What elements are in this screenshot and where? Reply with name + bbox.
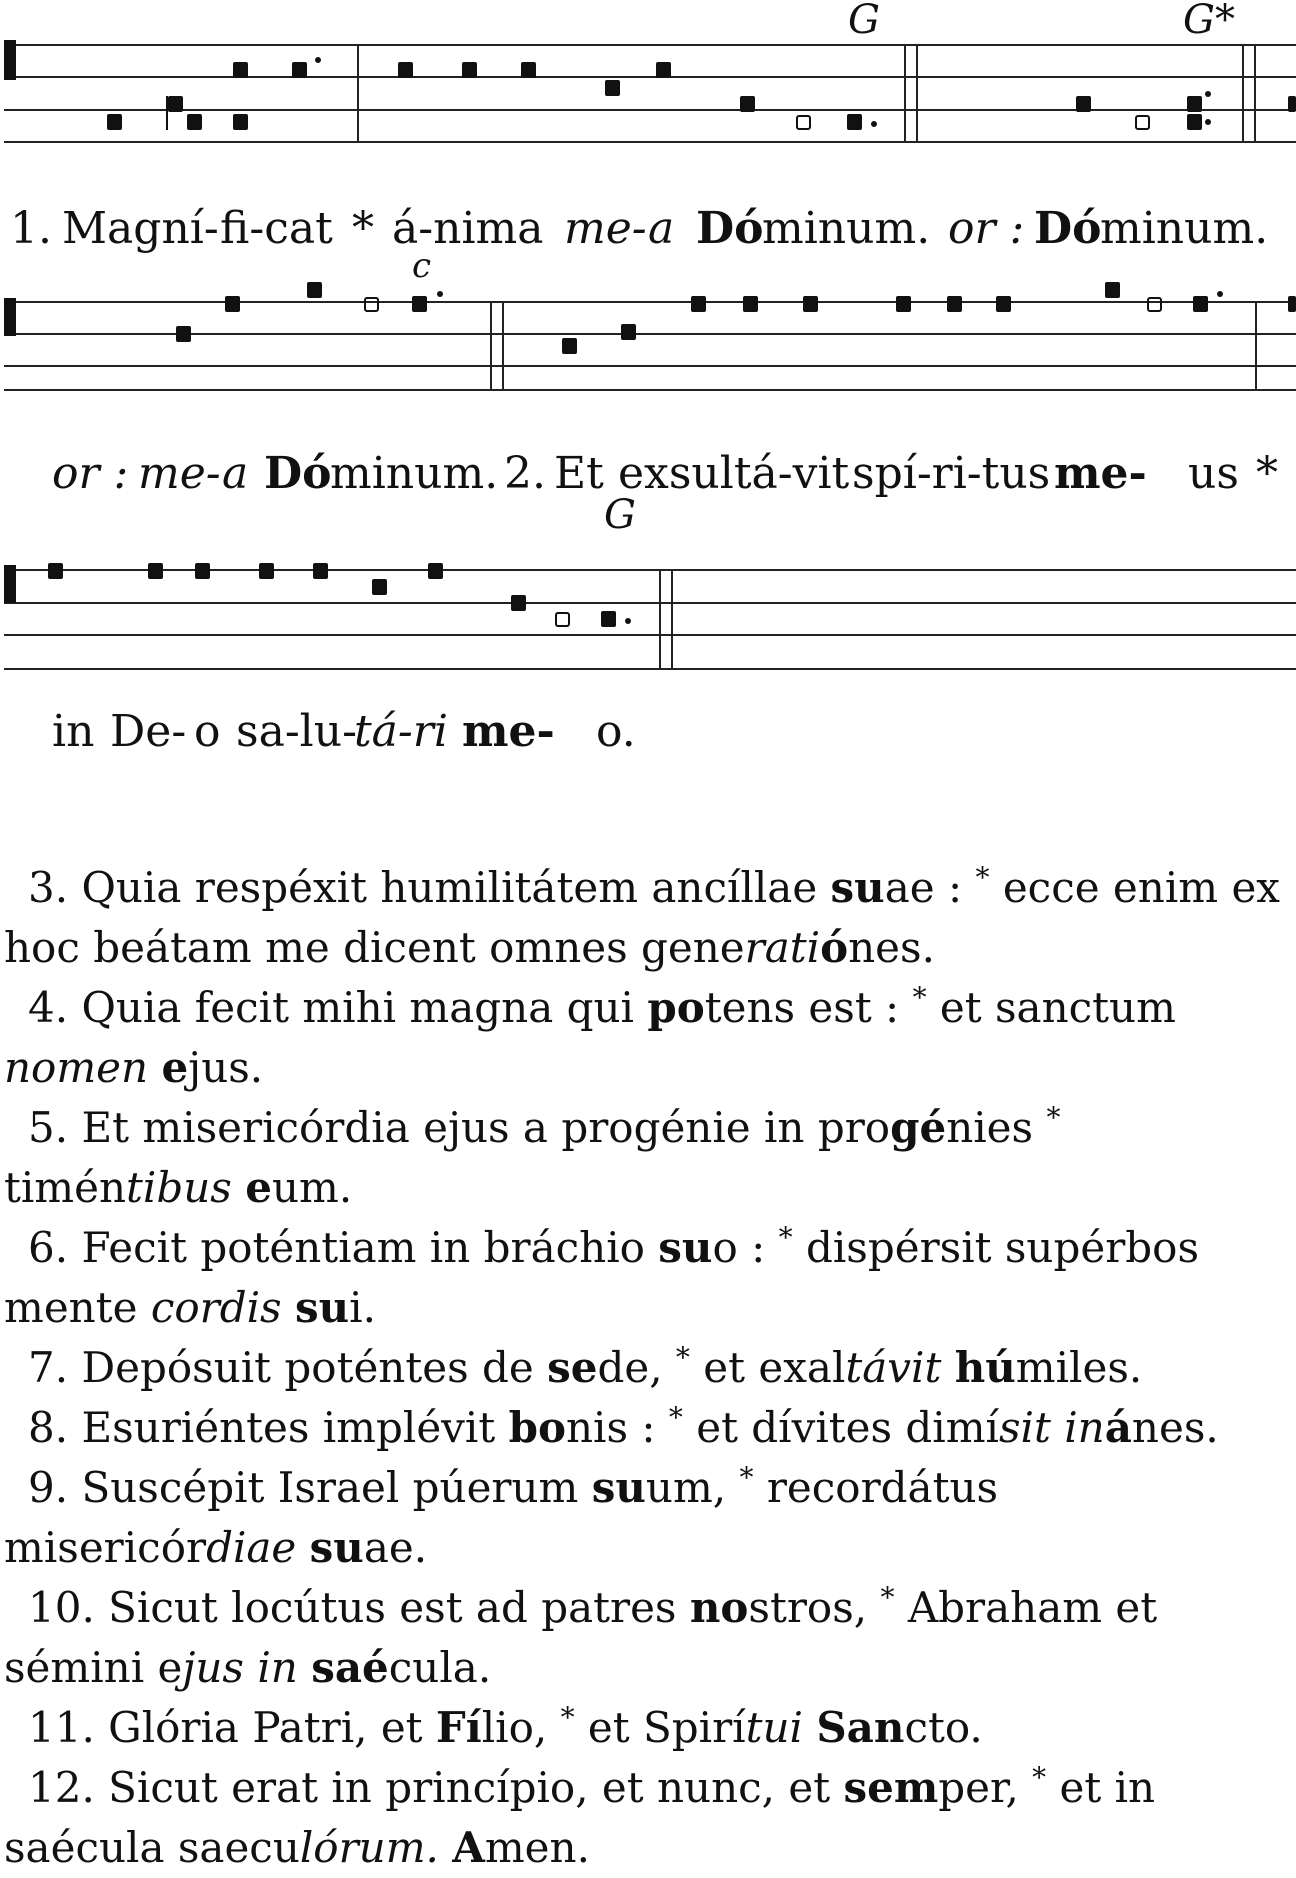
verse-text: rati <box>744 923 821 972</box>
verse-number: 7. <box>28 1343 82 1392</box>
verse-text: cordis <box>150 1283 282 1332</box>
verse-text: um. <box>271 1163 353 1212</box>
lyric: us <box>1188 448 1239 499</box>
lyric: o <box>194 706 221 757</box>
annotation-g-star: G* <box>1183 0 1235 43</box>
verse-text: i. <box>349 1283 376 1332</box>
verse-text: ae. <box>363 1523 428 1572</box>
verse-text: ecce enim ex hoc beátam me dicent omnes gene <box>4 863 1280 972</box>
lyric: 1. <box>10 203 52 254</box>
lyric: á-nima <box>392 203 544 254</box>
asterisk-mark: * <box>739 1461 754 1494</box>
verse-number: 10. <box>28 1583 109 1632</box>
verse-text: recordátus misericór <box>4 1463 999 1572</box>
psalm-verses <box>4 858 1292 1878</box>
verse-number: 5. <box>28 1103 82 1152</box>
verse-text: dispérsit supérbos mente <box>4 1223 1200 1332</box>
chant-system-2 <box>0 240 1296 500</box>
verse-text: miles. <box>1015 1343 1143 1392</box>
lyric: * <box>1256 448 1278 499</box>
verse-text: um, <box>645 1463 740 1512</box>
verse-text: tens est : <box>704 983 913 1032</box>
verse-number: 8. <box>28 1403 82 1452</box>
verse-text: Et misericórdia ejus a progénie in pro <box>81 1103 891 1152</box>
verse-text: po <box>647 983 705 1032</box>
clef-icon <box>4 40 16 80</box>
lyric: in <box>52 706 95 757</box>
lyric: Dó <box>1034 203 1102 254</box>
verse-12 <box>4 1758 1292 1878</box>
lyric: o. <box>596 706 636 757</box>
verse-text: et sanctum <box>926 983 1176 1032</box>
verse-text: Fecit poténtiam in bráchio <box>81 1223 659 1272</box>
verse-text: et exal <box>689 1343 846 1392</box>
lyric: tá-ri <box>354 706 448 757</box>
verse-7 <box>4 1338 1292 1398</box>
verse-text: o : <box>712 1223 779 1272</box>
asterisk-mark: * <box>675 1341 690 1374</box>
verse-text: nes. <box>848 923 935 972</box>
verse-3 <box>4 858 1292 978</box>
verse-9 <box>4 1458 1292 1578</box>
asterisk-mark: * <box>975 861 990 894</box>
chant-system-3 <box>0 492 1296 775</box>
lyric: a <box>222 448 249 499</box>
verse-10 <box>4 1578 1292 1698</box>
verse-text: sem <box>843 1763 939 1812</box>
lyric: a <box>648 203 675 254</box>
verse-text: stros, <box>748 1583 881 1632</box>
clef-icon <box>4 565 16 603</box>
verse-text <box>803 1703 816 1752</box>
verse-text: su <box>309 1523 364 1572</box>
verse-text: Abraham et sémini e <box>4 1583 1158 1692</box>
staff-3 <box>0 535 1296 725</box>
neumes-3 <box>48 563 631 627</box>
verse-text: saé <box>311 1643 389 1692</box>
lyric: Dó <box>696 203 764 254</box>
verse-number: 11. <box>28 1703 109 1752</box>
annotation-g: G <box>848 0 880 43</box>
verse-text: nies <box>946 1103 1047 1152</box>
lyric: * <box>352 203 374 254</box>
verse-text: bo <box>508 1403 566 1452</box>
annotation-c: c <box>412 246 432 286</box>
verse-number: 6. <box>28 1223 82 1272</box>
verse-number: 12. <box>28 1763 109 1812</box>
verse-text: Esuriéntes implévit <box>81 1403 509 1452</box>
lyric: me- <box>138 448 221 499</box>
lyric: or : <box>948 203 1025 254</box>
verse-number: 4. <box>28 983 82 1032</box>
chant-system-1 <box>0 0 1296 254</box>
verse-text: et dívites dimí <box>682 1403 999 1452</box>
verse-text: jus in <box>182 1643 298 1692</box>
verse-text: ó <box>820 923 849 972</box>
lyric: me- <box>564 203 647 254</box>
verse-text: diae <box>206 1523 297 1572</box>
verse-text <box>282 1283 295 1332</box>
verse-text <box>298 1643 311 1692</box>
verse-text: távit <box>845 1343 942 1392</box>
verse-number: 9. <box>28 1463 82 1512</box>
verse-text: Sicut erat in princípio, et nunc, et <box>108 1763 844 1812</box>
lyric: me- <box>1054 448 1147 499</box>
verse-8 <box>4 1398 1292 1458</box>
staff-1 <box>0 0 1296 170</box>
verse-text: e <box>245 1163 272 1212</box>
asterisk-mark: * <box>912 981 927 1014</box>
verse-text: Glória Patri, et <box>108 1703 436 1752</box>
verse-text: nomen <box>4 1043 149 1092</box>
verse-text: Sicut locútus est ad patres <box>108 1583 690 1632</box>
verse-text: su <box>830 863 885 912</box>
verse-text: cula. <box>388 1643 492 1692</box>
lyric: sa-lu- <box>236 706 357 757</box>
lyric: spí-ri-tus <box>852 448 1051 499</box>
verse-text: Depósuit poténtes de <box>81 1343 548 1392</box>
lyric: minum. <box>1100 203 1269 254</box>
verse-text: Fí <box>435 1703 482 1752</box>
verse-text: su <box>658 1223 713 1272</box>
verse-text: men. <box>484 1823 590 1872</box>
verse-text: se <box>547 1343 598 1392</box>
verse-text: jus. <box>188 1043 264 1092</box>
verse-text: ae : <box>884 863 976 912</box>
verse-11 <box>4 1698 1292 1758</box>
lyric: minum. <box>762 203 931 254</box>
verse-text <box>232 1163 245 1212</box>
lyric: minum. <box>330 448 499 499</box>
annotation-g: G <box>604 492 636 538</box>
verse-text: de, <box>597 1343 676 1392</box>
verse-text <box>296 1523 309 1572</box>
verse-text: timén <box>4 1163 127 1212</box>
verse-text: Quia respéxit humilitátem ancíllae <box>81 863 831 912</box>
verse-text: cto. <box>904 1703 983 1752</box>
asterisk-mark: * <box>880 1581 895 1614</box>
asterisk-mark: * <box>668 1401 683 1434</box>
asterisk-mark: * <box>778 1221 793 1254</box>
verse-5 <box>4 1098 1292 1218</box>
staff-2 <box>0 280 1296 460</box>
verse-text: e <box>161 1043 189 1092</box>
verse-text: per, <box>938 1763 1033 1812</box>
verse-text: A <box>452 1823 485 1872</box>
verse-text: su <box>591 1463 646 1512</box>
lyric: 2. <box>504 448 546 499</box>
lyric: me- <box>462 706 555 757</box>
lyric: Et <box>554 448 604 499</box>
verse-text: tibus <box>126 1163 232 1212</box>
neumes-1 <box>107 57 1296 130</box>
lyric: Magní- <box>62 203 219 254</box>
lyric: or : <box>52 448 129 499</box>
lyric: Dó <box>264 448 332 499</box>
verse-text: sit in <box>999 1403 1105 1452</box>
lyric: fi-cat <box>220 203 333 254</box>
verse-text: su <box>294 1283 350 1332</box>
verse-number: 3. <box>28 863 82 912</box>
verse-6 <box>4 1218 1292 1338</box>
verse-text <box>148 1043 161 1092</box>
verse-text: hú <box>954 1343 1016 1392</box>
verse-text <box>439 1823 452 1872</box>
lyric: De- <box>110 706 187 757</box>
verse-text: nis : <box>565 1403 669 1452</box>
verse-text: et in saécula saecu <box>4 1763 1156 1872</box>
verse-text: nes. <box>1131 1403 1219 1452</box>
verse-text: Quia fecit mihi magna qui <box>81 983 648 1032</box>
verse-text: no <box>689 1583 749 1632</box>
verse-text: et Spirí <box>574 1703 746 1752</box>
asterisk-mark: * <box>560 1701 575 1734</box>
verse-text: gé <box>890 1103 947 1152</box>
verse-4 <box>4 978 1292 1098</box>
clef-icon <box>4 298 16 336</box>
verse-text: á <box>1104 1403 1132 1452</box>
verse-text: San <box>816 1703 905 1752</box>
verse-text: tui <box>745 1703 803 1752</box>
verse-text: lórum. <box>299 1823 439 1872</box>
verse-text <box>941 1343 954 1392</box>
verse-text: lio, <box>481 1703 561 1752</box>
neumes-2 <box>176 282 1296 354</box>
verse-text: Suscépit Israel púerum <box>81 1463 592 1512</box>
asterisk-mark: * <box>1046 1101 1061 1134</box>
asterisk-mark: * <box>1032 1761 1047 1794</box>
lyric: exsultá-vit <box>618 448 850 499</box>
